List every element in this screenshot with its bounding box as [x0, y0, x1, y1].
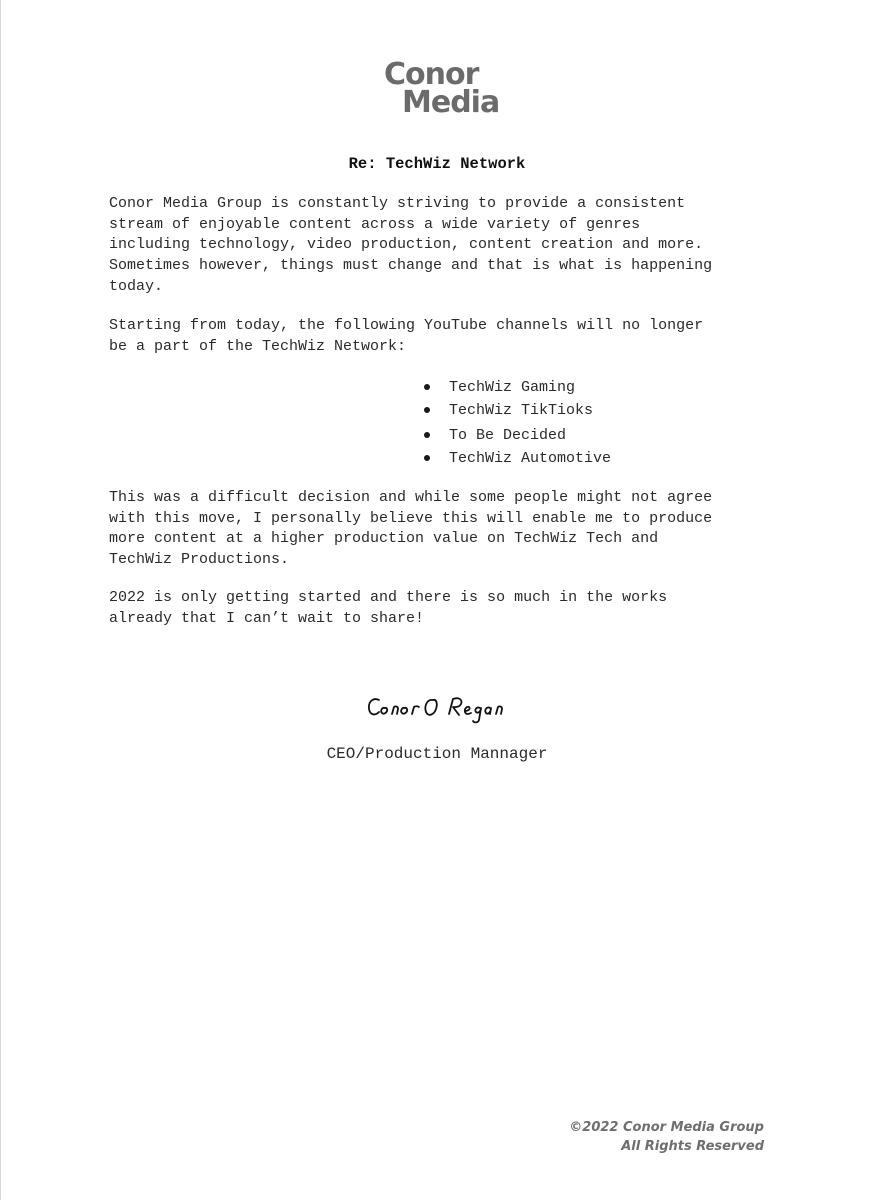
channel-name: To Be Decided — [449, 427, 567, 444]
list-item — [421, 376, 611, 399]
handwritten-signature — [365, 690, 525, 726]
channel-name: TechWiz Automotive — [449, 450, 612, 467]
logo-line-2: Media — [402, 85, 500, 120]
channel-list — [421, 376, 611, 470]
footer-copyright — [569, 1118, 764, 1156]
conor-media-logo — [384, 57, 500, 120]
signatory-role: CEO/Production Mannager — [326, 745, 548, 763]
bullet-icon — [424, 432, 430, 438]
list-item — [421, 447, 611, 470]
channel-name: TechWiz TikTioks — [449, 402, 594, 419]
bullet-icon — [424, 384, 430, 390]
paragraph-reasoning: This was a difficult decision and while some people might not agree with this move, I personally believe this will enable me to produce more content at a higher production value on TechWiz Tech and TechWiz Productions. — [109, 489, 713, 569]
copyright-line: ©2022 Conor Media Group — [569, 1120, 764, 1135]
bullet-icon — [424, 407, 430, 413]
list-item — [421, 399, 611, 422]
channel-name: TechWiz Gaming — [449, 379, 576, 396]
letter-subject: Re: TechWiz Network — [348, 155, 526, 173]
paragraph-intro: Conor Media Group is constantly striving to provide a consistent stream of enjoyable content across a wide variety of genres including technology, video production, content creation and more. Sometimes however, things must change and that is what is happening today. — [109, 195, 713, 295]
bullet-icon — [424, 455, 430, 461]
logo-line-1: Conor — [384, 57, 479, 92]
rights-line: All Rights Reserved — [621, 1139, 764, 1154]
paragraph-closing: 2022 is only getting started and there is so much in the works already that I can’t wait to share! — [109, 589, 668, 627]
list-item — [421, 424, 611, 447]
paragraph-announcement: Starting from today, the following YouTube channels will no longer be a part of the TechWiz Network: — [109, 317, 704, 355]
